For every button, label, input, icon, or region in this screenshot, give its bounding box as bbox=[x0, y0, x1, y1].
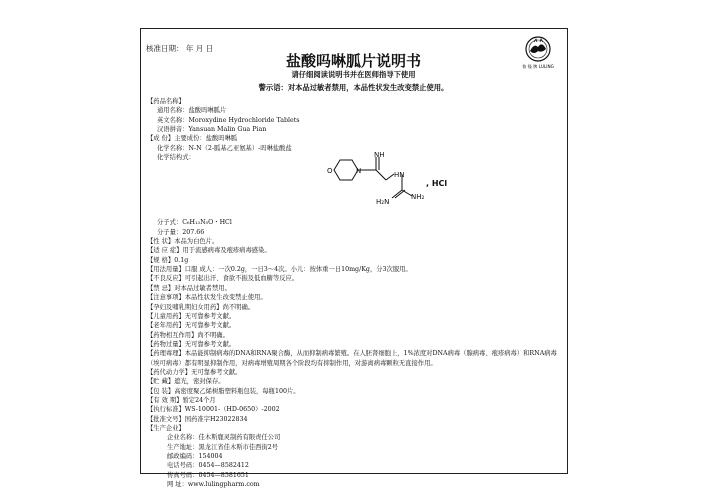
contraindications: 【禁 忌】对本品过敏者禁用。 bbox=[147, 284, 231, 292]
read-instructions-note: 请仔细阅读说明书并在医师指导下使用 bbox=[291, 70, 416, 79]
approval-date: 核准日期： 年 月 日 bbox=[146, 44, 214, 53]
pinyin-name: 汉语拼音：Yansuan Malin Gua Pian bbox=[157, 126, 267, 134]
imine-nh-label: NH bbox=[374, 152, 385, 159]
postal-code: 邮政编码：154004 bbox=[167, 452, 223, 460]
brand-logo-icon bbox=[518, 33, 558, 73]
chemical-name: 化学名称：N-N（2-胍基乙亚氨基）-吗啉盐酸盐 bbox=[157, 144, 292, 152]
specification: 【规 格】0.1g bbox=[147, 256, 189, 264]
drug-interactions: 【药物相互作用】尚不明确。 bbox=[147, 331, 229, 339]
nitrogen-atom: N bbox=[356, 167, 362, 175]
overdose: 【药物过量】无可靠参考文献。 bbox=[147, 340, 236, 348]
precautions: 【注意事项】本品性状发生改变禁止使用。 bbox=[147, 294, 267, 302]
hn-label: HN bbox=[394, 171, 405, 179]
main-ingredient: 主要成份：盐酸吗啉胍 bbox=[174, 135, 238, 143]
storage: 【贮 藏】遮光，密封保存。 bbox=[147, 378, 225, 386]
phone-number: 电话号码：0454—8582412 bbox=[167, 462, 249, 470]
document-title: 盐酸吗啉胍片说明书 bbox=[285, 52, 421, 70]
composition-heading bbox=[147, 134, 562, 143]
molecular-weight: 分子量：207.66 bbox=[157, 228, 205, 236]
validity: 【有 效 期】暂定24个月 bbox=[147, 396, 216, 404]
composition-label: 【成 份】 bbox=[147, 135, 175, 143]
logo-text: 鲁 隆 牌 LULING bbox=[522, 64, 554, 69]
website: 网 址：www.lulingpharm.com bbox=[167, 480, 260, 488]
h2n-label: H₂N bbox=[376, 198, 390, 206]
pharmacology: 【药理毒理】本品能抑制病毒的DNA和RNA聚合酶，从而抑制病毒繁殖。在人胚肾细胞上，1%浓度对DNA病毒（腺病毒、疱疹病毒）和RNA病毒（埃可病毒）都有明显抑制作用，对病毒增殖周期各个阶段均有抑制作用，对游离病毒颗粒无直接作用。 bbox=[147, 350, 557, 367]
chemical-structure-diagram bbox=[318, 152, 468, 214]
oxygen-atom: O bbox=[327, 167, 333, 175]
generic-name: 通用名称：盐酸吗啉胍片 bbox=[157, 107, 227, 115]
appearance: 【性 状】本品为白色片。 bbox=[147, 238, 219, 246]
company-name: 企业名称：佳木斯鹿灵制药有限责任公司 bbox=[167, 434, 281, 442]
nh2-label: NH₂ bbox=[411, 193, 425, 201]
pregnancy-use: 【孕妇及哺乳期妇女用药】尚不明确。 bbox=[147, 303, 255, 311]
structure-label: 化学结构式： bbox=[157, 154, 195, 162]
dosage: 【用法用量】口服 成人：一次0.2g，一日3～4次。小儿：按体重一日10mg/Kg，分3次服用。 bbox=[147, 266, 412, 274]
indications: 【适 应 症】用于流感病毒及疱疹病毒感染。 bbox=[147, 247, 271, 255]
geriatric-use: 【老年用药】无可靠参考文献。 bbox=[147, 322, 236, 330]
fax-number: 传真号码：0454—8581651 bbox=[167, 471, 249, 479]
pharmacokinetics: 【药代动力学】无可靠参考文献。 bbox=[147, 368, 242, 376]
warning-note: 警示语：对本品过敏者禁用，本品性状发生改变禁止使用。 bbox=[258, 83, 449, 92]
package: 【包 装】高密度聚乙烯树脂塑料瓶包装，每瓶100片。 bbox=[147, 387, 300, 395]
company-address: 生产地址：黑龙江省佳木斯市佳西街2号 bbox=[167, 443, 279, 451]
drug-name-heading: 【药品名称】 bbox=[147, 98, 185, 105]
approval-number: 【批准文号】国药准字H23022834 bbox=[147, 415, 248, 423]
molecular-formula: 分子式：C₆H₁₃N₅O・HCl bbox=[157, 219, 232, 227]
standard: 【执行标准】WS-10001-（HD-0650）-2002 bbox=[147, 406, 280, 414]
adverse-reactions: 【不良反应】可引起出汗、食欲不振及低血糖等反应。 bbox=[147, 275, 299, 283]
hcl-label: , HCl bbox=[426, 179, 448, 188]
pediatric-use: 【儿童用药】无可靠参考文献。 bbox=[147, 312, 236, 320]
english-name: 英文名称：Moroxydine Hydrochloride Tablets bbox=[157, 116, 300, 124]
manufacturer-heading: 【生产企业】 bbox=[147, 424, 185, 432]
